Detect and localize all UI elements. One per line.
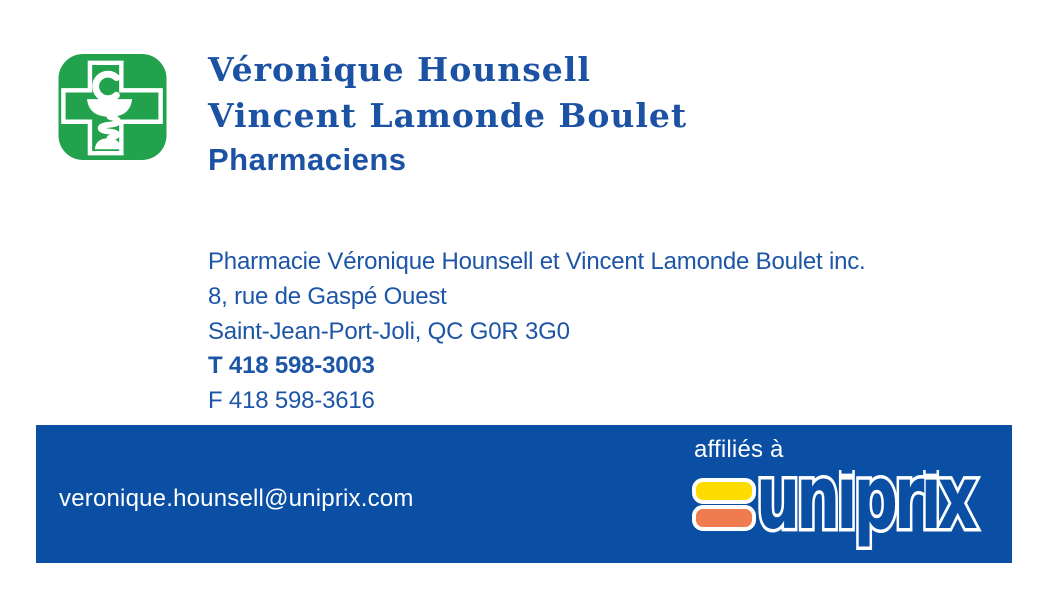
street-address: 8, rue de Gaspé Ouest	[208, 282, 447, 310]
names-block	[208, 47, 687, 180]
footer-bar	[36, 425, 1012, 563]
pharmacy-cross-bowl-of-hygieia-icon	[58, 54, 167, 162]
affiliation-label: affiliés à	[694, 436, 784, 463]
uniprix-logo	[690, 470, 1020, 564]
company-name: Pharmacie Véronique Hounsell et Vincent Lamonde Boulet inc.	[208, 248, 866, 275]
pharmacist-name-1: Véronique Hounsell	[208, 50, 591, 89]
email-address: veronique.hounsell@uniprix.com	[59, 485, 414, 512]
uniprix-equals-bars-icon	[694, 480, 754, 529]
fax-number: F 418 598-3616	[208, 387, 375, 415]
city-postal: Saint-Jean-Port-Joli, QC G0R 3G0	[208, 317, 570, 345]
pharmacist-name-2: Vincent Lamonde Boulet	[208, 96, 688, 135]
uniprix-wordmark: uniprix	[756, 470, 974, 549]
profession-title: Pharmaciens	[208, 142, 407, 177]
phone-number: T 418 598-3003	[208, 352, 375, 380]
address-block	[208, 245, 866, 419]
